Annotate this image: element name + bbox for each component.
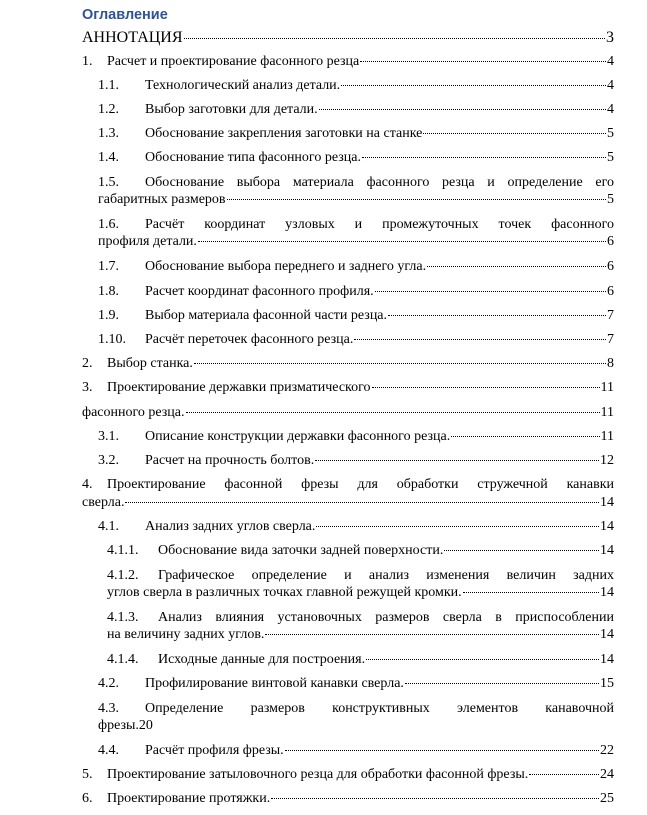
toc-entry-number: 4.4. (98, 743, 119, 758)
toc-entry-text-line2: профиля детали. (98, 234, 197, 249)
toc-entry-number: 1.4. (98, 150, 119, 165)
toc-entry-text: Технологический анализ детали. (145, 78, 341, 93)
toc-entry-number: 1. (82, 54, 93, 69)
toc-entry-text: Описание конструкции державки фасонного резца. (145, 429, 451, 444)
toc-entry-text: Проектирование протяжки. (107, 791, 271, 806)
toc-entry-text: Расчет на прочность болтов. (145, 453, 315, 468)
toc-page-number: 15 (600, 676, 614, 691)
toc-entry-text: Обоснование вида заточки задней поверхности. (158, 543, 444, 558)
leader-dots (316, 526, 599, 527)
toc-page-number: 25 (600, 791, 614, 806)
toc-page-number: 7 (607, 332, 614, 347)
toc-page-number: 5 (607, 126, 614, 141)
toc-entry-text-line2: фрезы. (98, 718, 139, 733)
leader-dots (362, 157, 606, 158)
toc-page-number: 6 (607, 284, 614, 299)
toc-entry-text-line2: сверла. (82, 495, 125, 510)
toc-page-number: 11 (600, 380, 614, 395)
toc-entry-number: 1.10. (98, 332, 126, 347)
leader-dots (529, 774, 599, 775)
leader-dots (265, 634, 599, 635)
leader-dots (186, 412, 600, 413)
leader-dots (388, 315, 606, 316)
toc-page-number: 3 (606, 29, 614, 46)
leader-dots (375, 291, 606, 292)
toc-entry-text: Проектирование затыловочного резца для обработки фасонной фрезы. (107, 767, 529, 782)
leader-dots (360, 61, 606, 62)
leader-dots (319, 109, 606, 110)
toc-page-number: 14 (600, 585, 614, 600)
toc-entry-text: Выбор станка. (107, 356, 193, 371)
leader-dots (463, 592, 599, 593)
toc-page-number: 4 (607, 102, 614, 117)
leader-dots (427, 266, 606, 267)
toc-entry-text-line1: Анализ влияния установочных размеров сверла в приспособлении (158, 610, 614, 625)
toc-entry-number: 1.7. (98, 259, 119, 274)
toc-page-number: 5 (607, 150, 614, 165)
toc-entry-number: 4.1.2. (107, 568, 139, 583)
toc-entry-number: 2. (82, 356, 93, 371)
toc-page-number: 14 (600, 627, 614, 642)
leader-dots (315, 460, 599, 461)
toc-entry-text-line2: габаритных размеров (98, 192, 226, 207)
toc-entry-text: фасонного резца. (82, 405, 185, 420)
toc-entry-text: Выбор материала фасонной части резца. (145, 308, 388, 323)
toc-page-number: 6 (607, 259, 614, 274)
toc-entry-text-line2: углов сверла в различных точках главной режущей кромки. (107, 585, 462, 600)
leader-dots (451, 436, 599, 437)
toc-entry-text-line1: Проектирование фасонной фрезы для обработки стружечной канавки (107, 477, 614, 492)
toc-entry-number: 4.3. (98, 701, 119, 716)
leader-dots (354, 339, 606, 340)
toc-entry-number: 1.2. (98, 102, 119, 117)
toc-entry-number: 5. (82, 767, 93, 782)
toc-entry-number: 4.1.4. (107, 652, 139, 667)
toc-entry-number: 1.1. (98, 78, 119, 93)
toc-heading: Оглавление (82, 7, 168, 23)
toc-page-number: 22 (600, 743, 614, 758)
toc-entry-text: Расчёт профиля фрезы. (145, 743, 284, 758)
toc-entry-text-line2: на величину задних углов. (107, 627, 265, 642)
leader-dots (341, 85, 606, 86)
toc-entry-number: 4. (82, 477, 93, 492)
toc-entry-number: 1.5. (98, 175, 119, 190)
leader-dots (405, 683, 599, 684)
toc-entry-text-line1: Определение размеров конструктивных элементов канавочной (145, 701, 614, 716)
leader-dots (285, 750, 599, 751)
leader-dots (194, 363, 606, 364)
toc-entry-number: 6. (82, 791, 93, 806)
toc-page-number: 11 (600, 429, 614, 444)
toc-entry-number: 4.1. (98, 519, 119, 534)
toc-entry-number: 3.2. (98, 453, 119, 468)
toc-entry-number: 4.2. (98, 676, 119, 691)
toc-entry-text-line1: Обоснование выбора материала фасонного резца и определение его (145, 175, 614, 190)
toc-entry-number: 1.9. (98, 308, 119, 323)
leader-dots (444, 550, 599, 551)
toc-entry-number: 3. (82, 380, 93, 395)
leader-dots (366, 659, 599, 660)
toc-page-number: 24 (600, 767, 614, 782)
toc-entry-number: 1.6. (98, 217, 119, 232)
toc-entry-text: Профилирование винтовой канавки сверла. (145, 676, 404, 691)
toc-entry-text: Анализ задних углов сверла. (145, 519, 316, 534)
toc-page-number: 11 (600, 405, 614, 420)
toc-page-number: 20 (138, 718, 153, 733)
toc-page-number: 14 (600, 543, 614, 558)
toc-page-number: 8 (607, 356, 614, 371)
toc-page-number: 12 (600, 453, 614, 468)
leader-dots (198, 241, 606, 242)
leader-dots (125, 502, 599, 503)
toc-entry-text: Обоснование выбора переднего и заднего угла. (145, 259, 427, 274)
toc-entry-number: 3.1. (98, 429, 119, 444)
toc-entry-text: Исходные данные для построения. (158, 652, 366, 667)
toc-entry-text: Расчет координат фасонного профиля. (145, 284, 374, 299)
leader-dots (271, 798, 599, 799)
toc-entry-text: Проектирование державки призматического (107, 380, 371, 395)
toc-entry-number: 4.1.3. (107, 610, 139, 625)
toc-entry-text: Расчёт переточек фасонного резца. (145, 332, 354, 347)
toc-entry-number: 4.1.1. (107, 543, 139, 558)
toc-entry-text: Расчет и проектирование фасонного резца (107, 54, 360, 69)
toc-page-number: 4 (607, 78, 614, 93)
toc-entry-text: Обоснование закрепления заготовки на станке (145, 126, 423, 141)
toc-page-number: 6 (607, 234, 614, 249)
toc-page-number: 7 (607, 308, 614, 323)
toc-entry-text: Выбор заготовки для детали. (145, 102, 318, 117)
toc-entry-text-line1: Расчёт координат узловых и промежуточных точек фасонного (145, 217, 614, 232)
toc-page-number: 14 (600, 495, 614, 510)
leader-dots (227, 199, 606, 200)
leader-dots (184, 38, 605, 39)
toc-entry-text-line1: Графическое определение и анализ изменения величин задних (158, 568, 614, 583)
toc-page-number: 14 (600, 519, 614, 534)
toc-entry-number: 1.3. (98, 126, 119, 141)
toc-page-number: 14 (600, 652, 614, 667)
toc-entry-number: 1.8. (98, 284, 119, 299)
toc-page-number: 4 (607, 54, 614, 69)
toc-entry-text: АННОТАЦИЯ (82, 29, 183, 46)
toc-page-number: 5 (607, 192, 614, 207)
leader-dots (423, 133, 606, 134)
toc-entry-text: Обоснование типа фасонного резца. (145, 150, 361, 165)
leader-dots (372, 387, 600, 388)
